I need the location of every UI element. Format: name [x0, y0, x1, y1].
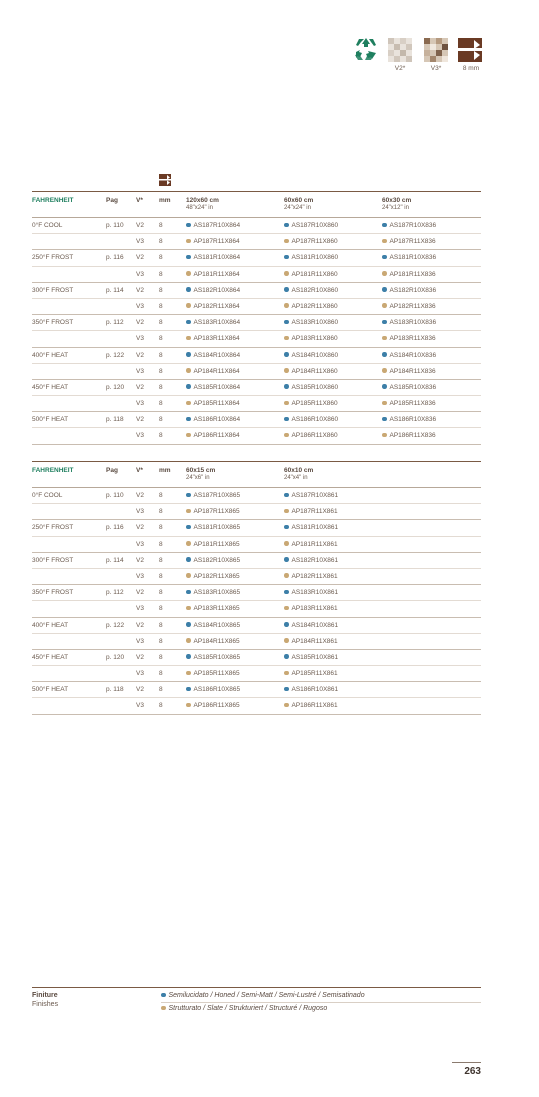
product-code: AS182R10X836: [382, 287, 436, 294]
thickness: 8: [159, 400, 163, 408]
table-row: [32, 569, 481, 585]
slate-dot-icon: [186, 239, 191, 244]
product-code: AS182R10X864: [186, 287, 240, 294]
product-code: AS183R10X860: [284, 319, 338, 326]
page-ref: p. 120: [106, 383, 125, 391]
recycle-icon: [353, 36, 379, 62]
slate-dot-icon: [186, 671, 191, 676]
product-code: AP183R11X864: [186, 335, 240, 342]
honed-dot-icon: [186, 255, 191, 260]
product-code: AP185R11X836: [382, 400, 436, 407]
honed-dot-icon: [284, 493, 289, 498]
product-code: AS187R10X864: [186, 222, 240, 229]
feature-icons: [353, 36, 483, 76]
page-ref: p. 114: [106, 286, 124, 294]
slate-dot-icon: [382, 239, 387, 244]
slate-dot-icon: [284, 509, 289, 514]
table-header: [32, 461, 481, 488]
slate-dot-icon: [382, 433, 387, 438]
product-code: AS185R10X836: [382, 384, 436, 391]
collection-name: 350°F FROST: [32, 319, 74, 327]
variation: V2: [136, 319, 144, 327]
header-page: Pag: [106, 197, 118, 204]
collection-name: 450°F HEAT: [32, 383, 69, 391]
product-code: AS183R10X865: [186, 589, 240, 596]
slate-dot-icon: [186, 541, 191, 546]
table-header: [32, 191, 481, 218]
product-code: AS185R10X860: [284, 384, 338, 391]
product-code: AP184R11X865: [186, 638, 240, 645]
collection-name: 400°F HEAT: [32, 351, 69, 359]
product-code: AS183R10X861: [284, 589, 338, 596]
thickness: 8: [159, 508, 163, 516]
finish-honed: Semilucidato / Honed / Semi-Matt / Semi-Lustré / Semisatinado: [161, 992, 365, 999]
honed-dot-icon: [186, 687, 191, 692]
page-ref: p. 110: [106, 492, 124, 499]
thickness-small-icon: [159, 174, 171, 186]
honed-dot-icon: [284, 525, 289, 530]
product-code: AP182R11X865: [186, 573, 240, 580]
collection-name: 250°F FROST: [32, 524, 74, 532]
table-row: [32, 348, 481, 364]
variation: V3: [136, 702, 144, 710]
variation: V2: [136, 222, 144, 229]
finishes-divider: [161, 1002, 481, 1003]
mm-label: 8 mm: [462, 65, 480, 72]
slate-dot-icon: [186, 703, 191, 708]
collection-name: 350°F FROST: [32, 589, 74, 597]
slate-dot-icon: [284, 303, 289, 308]
product-code: AP181R11X864: [186, 271, 240, 278]
page-ref: p. 118: [106, 416, 124, 424]
product-code: AP186R11X864: [186, 432, 240, 439]
product-code: AP185R11X864: [186, 400, 240, 407]
header-thickness: mm: [159, 467, 171, 474]
header-size-b: 60x10 cm 24"x4" in: [284, 467, 314, 481]
honed-dot-icon: [284, 417, 289, 422]
product-code: AP183R11X836: [382, 335, 436, 342]
thickness: 8: [159, 286, 163, 294]
collection-name: 400°F HEAT: [32, 621, 69, 629]
honed-dot-icon: [284, 320, 289, 325]
slate-dot-icon: [186, 368, 191, 373]
product-code: AS186R10X861: [284, 686, 338, 693]
honed-dot-icon: [382, 320, 387, 325]
variation: V3: [136, 605, 144, 613]
slate-dot-icon: [284, 336, 289, 341]
table-row: [32, 396, 481, 412]
product-code: AS184R10X864: [186, 352, 240, 359]
product-code: AP184R11X860: [284, 368, 338, 375]
table-row: [32, 553, 481, 569]
variation: V2: [136, 351, 144, 359]
finish-slate: Strutturato / Slate / Strukturiert / Structuré / Rugoso: [161, 1005, 327, 1012]
product-code: AS186R10X865: [186, 686, 240, 693]
product-code: AS187R10X861: [284, 492, 338, 499]
thickness: 8: [159, 254, 163, 262]
honed-dot-icon: [284, 352, 289, 357]
honed-dot-icon: [186, 654, 191, 659]
thickness: 8: [159, 367, 163, 375]
product-code: AP187R11X860: [284, 238, 338, 245]
thickness-icon: [458, 38, 482, 62]
product-code: AS181R10X861: [284, 524, 338, 531]
thickness: 8: [159, 524, 163, 532]
table-row: [32, 666, 481, 682]
collection-name: 0°F COOL: [32, 492, 63, 499]
product-code: AP184R11X861: [284, 638, 338, 645]
thickness: 8: [159, 238, 163, 246]
page-number-rule: [452, 1062, 481, 1063]
finishes-title: Finiture: [32, 992, 58, 999]
slate-dot-icon: [284, 541, 289, 546]
table-row: [32, 315, 481, 331]
variation: V3: [136, 335, 144, 343]
honed-dot-icon: [186, 384, 191, 389]
honed-dot-icon: [382, 223, 387, 228]
collection-name: 300°F FROST: [32, 286, 74, 294]
variation: V2: [136, 686, 144, 694]
collection-name: 500°F HEAT: [32, 416, 69, 424]
slate-dot-icon: [382, 303, 387, 308]
honed-dot-icon: [284, 287, 289, 292]
slate-dot-icon: [186, 638, 191, 643]
thickness: 8: [159, 653, 163, 661]
product-code: AP186R11X861: [284, 702, 338, 709]
thickness: 8: [159, 572, 163, 580]
thickness: 8: [159, 351, 163, 359]
slate-dot-icon: [186, 606, 191, 611]
slate-dot-icon: [284, 606, 289, 611]
collection-name: 300°F FROST: [32, 556, 74, 564]
honed-dot-icon: [186, 557, 191, 562]
variation: V3: [136, 540, 144, 548]
page-ref: p. 116: [106, 524, 124, 532]
honed-dot-icon: [284, 223, 289, 228]
collection-name: 250°F FROST: [32, 254, 74, 262]
table-row: [32, 585, 481, 601]
slate-dot-icon: [284, 433, 289, 438]
variation-v2-icon: [388, 38, 412, 62]
slate-dot-icon: [186, 401, 191, 406]
collection-name: 0°F COOL: [32, 222, 63, 229]
table-row: [32, 504, 481, 520]
slate-dot-icon: [284, 671, 289, 676]
page-ref: p. 112: [106, 589, 124, 597]
table-row: [32, 331, 481, 347]
honed-dot-icon: [186, 352, 191, 357]
table-body: [32, 488, 481, 715]
table-row: [32, 250, 481, 266]
product-code: AP183R11X860: [284, 335, 338, 342]
variation: V3: [136, 432, 144, 440]
table-row: [32, 234, 481, 250]
slate-dot-icon: [284, 401, 289, 406]
slate-dot-icon: [284, 638, 289, 643]
table-row: [32, 618, 481, 634]
honed-dot-icon: [284, 687, 289, 692]
collection-name: 450°F HEAT: [32, 653, 69, 661]
slate-dot-icon: [382, 271, 387, 276]
product-code: AS183R10X836: [382, 319, 436, 326]
variation: V2: [136, 286, 144, 294]
variation-v3-icon: [424, 38, 448, 62]
slate-dot-icon: [186, 336, 191, 341]
variation: V2: [136, 621, 144, 629]
variation: V3: [136, 302, 144, 310]
header-size-b: 60x60 cm 24"x24" in: [284, 197, 314, 211]
product-code: AP182R11X861: [284, 573, 338, 580]
thickness: 8: [159, 540, 163, 548]
slate-dot-icon: [284, 368, 289, 373]
honed-dot-icon: [382, 384, 387, 389]
thickness: 8: [159, 319, 163, 327]
table-row: [32, 299, 481, 315]
product-code: AP185R11X861: [284, 670, 338, 677]
v3-label: V3*: [430, 65, 442, 72]
honed-dot-icon: [186, 493, 191, 498]
product-code: AP182R11X864: [186, 303, 240, 310]
honed-dot-icon: [284, 590, 289, 595]
variation: V3: [136, 572, 144, 580]
variation: V2: [136, 383, 144, 391]
product-code: AP183R11X861: [284, 605, 338, 612]
product-code: AP184R11X836: [382, 368, 436, 375]
product-code: AS181R10X865: [186, 524, 240, 531]
product-code: AS185R10X864: [186, 384, 240, 391]
header-size-a: 120x60 cm 48"x24" in: [186, 197, 219, 211]
honed-dot-icon: [284, 384, 289, 389]
honed-dot-icon: [186, 320, 191, 325]
product-code: AP185R11X860: [284, 400, 338, 407]
product-code: AS182R10X861: [284, 557, 338, 564]
product-code: AS182R10X865: [186, 557, 240, 564]
table-row: [32, 283, 481, 299]
product-code: AP187R11X836: [382, 238, 436, 245]
table-row: [32, 428, 481, 444]
product-code: AP184R11X864: [186, 368, 240, 375]
variation: V2: [136, 254, 144, 262]
product-code: AS182R10X860: [284, 287, 338, 294]
product-code: AP181R11X861: [284, 541, 338, 548]
product-code: AP187R11X864: [186, 238, 240, 245]
table-row: [32, 537, 481, 553]
product-code: AP181R11X836: [382, 271, 436, 278]
thickness: 8: [159, 686, 163, 694]
honed-dot-icon: [284, 255, 289, 260]
honed-dot-icon: [186, 590, 191, 595]
slate-dot-icon: [382, 401, 387, 406]
product-code: AP187R11X865: [186, 508, 240, 515]
header-thickness: mm: [159, 197, 171, 204]
variation: V2: [136, 416, 144, 424]
product-code: AS185R10X865: [186, 654, 240, 661]
product-code: AS184R10X861: [284, 622, 338, 629]
variation: V3: [136, 508, 144, 516]
table-row: [32, 682, 481, 698]
product-table-large-formats: [32, 191, 481, 445]
table-row: [32, 634, 481, 650]
slate-dot-icon: [284, 573, 289, 578]
honed-dot-icon: [284, 622, 289, 627]
slate-dot-icon: [186, 573, 191, 578]
product-code: AP183R11X865: [186, 605, 240, 612]
product-code: AS186R10X864: [186, 416, 240, 423]
variation: V2: [136, 492, 144, 499]
honed-dot-icon: [284, 654, 289, 659]
product-code: AP186R11X836: [382, 432, 436, 439]
finishes-legend: [32, 987, 481, 1012]
product-code: AS181R10X860: [284, 254, 338, 261]
product-code: AS187R10X865: [186, 492, 240, 499]
product-code: AS184R10X836: [382, 352, 436, 359]
honed-dot-icon: [161, 993, 166, 998]
honed-dot-icon: [186, 417, 191, 422]
thickness: 8: [159, 302, 163, 310]
slate-dot-icon: [186, 303, 191, 308]
table-row: [32, 267, 481, 283]
thickness: 8: [159, 702, 163, 710]
product-code: AS181R10X836: [382, 254, 436, 261]
variation: V2: [136, 556, 144, 564]
thickness: 8: [159, 492, 163, 499]
page-ref: p. 120: [106, 653, 125, 661]
slate-dot-icon: [186, 509, 191, 514]
header-variation: V*: [136, 197, 143, 204]
slate-dot-icon: [186, 271, 191, 276]
table-row: [32, 650, 481, 666]
page-ref: p. 110: [106, 222, 124, 229]
slate-dot-icon: [284, 239, 289, 244]
variation: V3: [136, 367, 144, 375]
thickness: 8: [159, 416, 163, 424]
page-number: 263: [464, 1066, 481, 1077]
thickness: 8: [159, 670, 163, 678]
table-row: [32, 412, 481, 428]
thickness: 8: [159, 605, 163, 613]
table-row: [32, 698, 481, 714]
honed-dot-icon: [186, 525, 191, 530]
table-body: [32, 218, 481, 445]
table-row: [32, 380, 481, 396]
thickness: 8: [159, 637, 163, 645]
thickness: 8: [159, 589, 163, 597]
product-code: AP186R11X865: [186, 702, 240, 709]
thickness: 8: [159, 383, 163, 391]
product-code: AP182R11X860: [284, 303, 338, 310]
variation: V3: [136, 637, 144, 645]
slate-dot-icon: [161, 1006, 166, 1011]
product-code: AP181R11X865: [186, 541, 240, 548]
honed-dot-icon: [186, 622, 191, 627]
slate-dot-icon: [382, 336, 387, 341]
honed-dot-icon: [284, 557, 289, 562]
product-code: AS185R10X861: [284, 654, 338, 661]
variation: V3: [136, 400, 144, 408]
product-code: AS187R10X836: [382, 222, 436, 229]
slate-dot-icon: [284, 703, 289, 708]
table-row: [32, 601, 481, 617]
honed-dot-icon: [382, 352, 387, 357]
product-code: AP187R11X861: [284, 508, 338, 515]
page-ref: p. 122: [106, 621, 125, 629]
header-size-a: 60x15 cm 24"x6" in: [186, 467, 216, 481]
finishes-subtitle: Finishes: [32, 1001, 59, 1008]
product-table-strip-formats: [32, 461, 481, 715]
table-row: [32, 520, 481, 536]
slate-dot-icon: [284, 271, 289, 276]
thickness: 8: [159, 270, 163, 278]
product-code: AP181R11X860: [284, 271, 338, 278]
table-row: [32, 488, 481, 504]
header-collection: FAHRENHEIT: [32, 467, 74, 474]
variation: V3: [136, 670, 144, 678]
product-code: AP186R11X860: [284, 432, 338, 439]
page-ref: p. 122: [106, 351, 125, 359]
variation: V3: [136, 270, 144, 278]
page-ref: p. 114: [106, 556, 124, 564]
slate-dot-icon: [186, 433, 191, 438]
thickness: 8: [159, 222, 163, 229]
product-code: AS187R10X860: [284, 222, 338, 229]
table-row: [32, 364, 481, 380]
thickness: 8: [159, 556, 163, 564]
collection-name: 500°F HEAT: [32, 686, 69, 694]
product-code: AS183R10X864: [186, 319, 240, 326]
page-ref: p. 118: [106, 686, 124, 694]
honed-dot-icon: [186, 287, 191, 292]
variation: V2: [136, 524, 144, 532]
thickness: 8: [159, 335, 163, 343]
product-code: AS184R10X865: [186, 622, 240, 629]
product-code: AS181R10X864: [186, 254, 240, 261]
v2-label: V2*: [394, 65, 406, 72]
slate-dot-icon: [382, 368, 387, 373]
variation: V2: [136, 653, 144, 661]
page-ref: p. 112: [106, 319, 124, 327]
page-ref: p. 116: [106, 254, 124, 262]
product-code: AS186R10X860: [284, 416, 338, 423]
variation: V3: [136, 238, 144, 246]
product-code: AS184R10X860: [284, 352, 338, 359]
honed-dot-icon: [382, 417, 387, 422]
product-code: AP185R11X865: [186, 670, 240, 677]
product-code: AS186R10X836: [382, 416, 436, 423]
thickness: 8: [159, 432, 163, 440]
thickness: 8: [159, 621, 163, 629]
header-page: Pag: [106, 467, 118, 474]
honed-dot-icon: [382, 255, 387, 260]
honed-dot-icon: [382, 287, 387, 292]
header-variation: V*: [136, 467, 143, 474]
header-collection: FAHRENHEIT: [32, 197, 74, 204]
table-row: [32, 218, 481, 234]
product-code: AP182R11X836: [382, 303, 436, 310]
honed-dot-icon: [186, 223, 191, 228]
header-size-c: 60x30 cm 24"x12" in: [382, 197, 412, 211]
variation: V2: [136, 589, 144, 597]
